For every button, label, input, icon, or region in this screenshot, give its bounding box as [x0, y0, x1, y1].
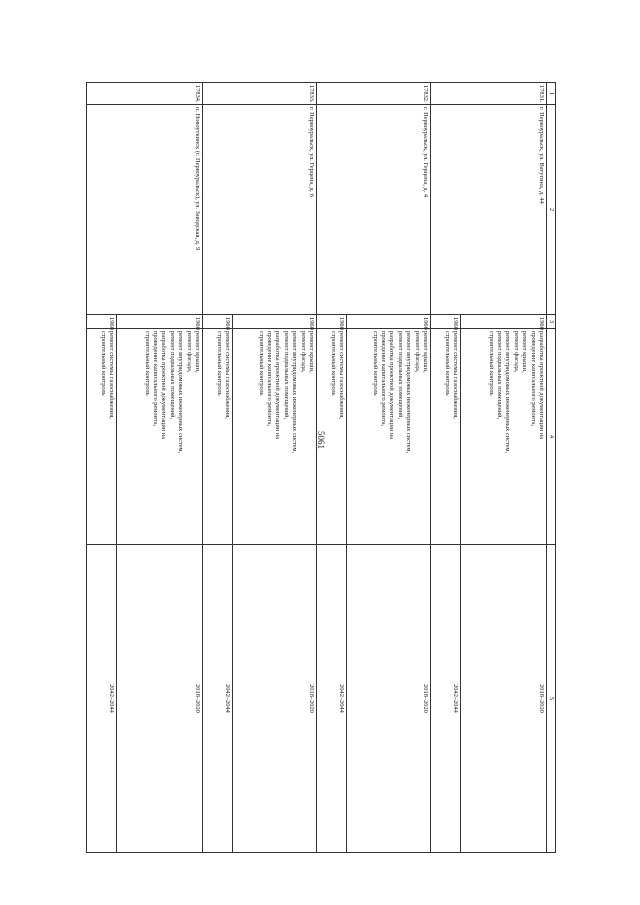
header-col-1: 1 [547, 83, 556, 105]
address-cell: г. Первоуральск, ул. Герцена, д. 4 [317, 105, 431, 315]
table-row [347, 83, 431, 853]
work-item: ремонт системы газоснабжения, [224, 331, 231, 419]
address-cell: г. Первоуральск, ул. Ватутина, д. 44 [431, 105, 547, 315]
work-item: ремонт внутридомовых инженерных систем, [291, 331, 299, 454]
year-cell: 1960 [117, 315, 203, 329]
period-cell: 2018–2020 [117, 545, 203, 853]
works-cell [233, 329, 317, 545]
works-cell [431, 329, 461, 545]
work-item: строительный контроль [371, 331, 379, 396]
work-item: ремонт внутридомовых инженерных систем, [405, 331, 413, 454]
page-number: 5061 [316, 431, 326, 449]
work-item: ремонт системы газоснабжения, [338, 331, 345, 419]
work-item: ремонт фасада, [185, 331, 193, 373]
works-cell [203, 329, 233, 545]
period-cell: 2042–2044 [87, 545, 117, 853]
table-row [117, 83, 203, 853]
period-cell: 2018–2020 [233, 545, 317, 853]
work-item: строительный контроль [487, 331, 495, 396]
work-item: ремонт внутридомовых инженерных систем, [177, 331, 185, 454]
period-cell: 2042–2044 [431, 545, 461, 853]
address-cell: п. Новоуткинск (г. Первоуральск), ул. Заводская, д. 9 [87, 105, 203, 315]
works-cell [117, 329, 203, 545]
period-cell: 2018–2020 [461, 545, 547, 853]
work-item: проведение капитального ремонта, [529, 331, 537, 427]
rotated-table-container [84, 82, 556, 852]
address-cell: г. Первоуральск, ул. Герцена, д. 6 [203, 105, 317, 315]
period-cell: 2042–2044 [203, 545, 233, 853]
year-cell: 1960 [461, 315, 547, 329]
works-cell [347, 329, 431, 545]
row-number: 17834. [87, 83, 203, 105]
work-item: разработка проектной документации на [538, 331, 545, 440]
work-item: разработка проектной документации на [274, 331, 282, 440]
work-item: ремонт крыши, [194, 331, 201, 373]
row-number: 17833. [203, 83, 317, 105]
work-item: ремонт фасада, [413, 331, 421, 373]
work-item: ремонт системы газоснабжения, [108, 331, 115, 419]
work-item: разработка проектной документации на [160, 331, 168, 440]
work-item: ремонт системы газоснабжения, [452, 331, 459, 419]
works-cell [317, 329, 347, 545]
header-col-5: 5 [547, 545, 556, 853]
work-item: ремонт подвальных помещений, [396, 331, 404, 420]
work-item: строительный контроль [257, 331, 265, 396]
year-cell: 1960 [233, 315, 317, 329]
year-cell: 1960 [87, 315, 117, 329]
work-item: ремонт внутридомовых инженерных систем, [504, 331, 512, 454]
table-row [461, 83, 547, 853]
work-item: строительный контроль [143, 331, 151, 396]
period-cell: 2042–2044 [317, 545, 347, 853]
works-cell [461, 329, 547, 545]
repair-schedule-table [86, 82, 556, 853]
work-item: ремонт подвальных помещений, [282, 331, 290, 420]
work-item: строительный контроль [329, 331, 337, 396]
work-item: строительный контроль [443, 331, 451, 396]
work-item: строительный контроль [99, 331, 107, 396]
year-cell: 1960 [203, 315, 233, 329]
year-cell: 1960 [431, 315, 461, 329]
work-item: ремонт крыши, [521, 331, 529, 373]
work-item: ремонт подвальных помещений, [168, 331, 176, 420]
row-number: 17831. [431, 83, 547, 105]
header-col-2: 2 [547, 105, 556, 315]
header-col-3: 3 [547, 315, 556, 329]
work-item: проведение капитального ремонта, [379, 331, 387, 427]
work-item: строительный контроль [215, 331, 223, 396]
year-cell: 1960 [347, 315, 431, 329]
work-item: разработка проектной документации на [388, 331, 396, 440]
table-wrapper [84, 82, 556, 852]
work-item: проведение капитального ремонта, [151, 331, 159, 427]
work-item: ремонт фасада, [299, 331, 307, 373]
period-cell: 2018–2020 [347, 545, 431, 853]
row-number: 17832. [317, 83, 431, 105]
work-item: ремонт подвальных помещений, [495, 331, 503, 420]
header-row [547, 83, 556, 853]
works-cell [87, 329, 117, 545]
work-item: проведение капитального ремонта, [265, 331, 273, 427]
work-item: ремонт фасада, [512, 331, 520, 373]
year-cell: 1960 [317, 315, 347, 329]
table-row [233, 83, 317, 853]
table-body [87, 83, 547, 853]
work-item: ремонт крыши, [422, 331, 429, 373]
header-col-4: 4 [547, 329, 556, 545]
work-item: ремонт крыши, [308, 331, 315, 373]
